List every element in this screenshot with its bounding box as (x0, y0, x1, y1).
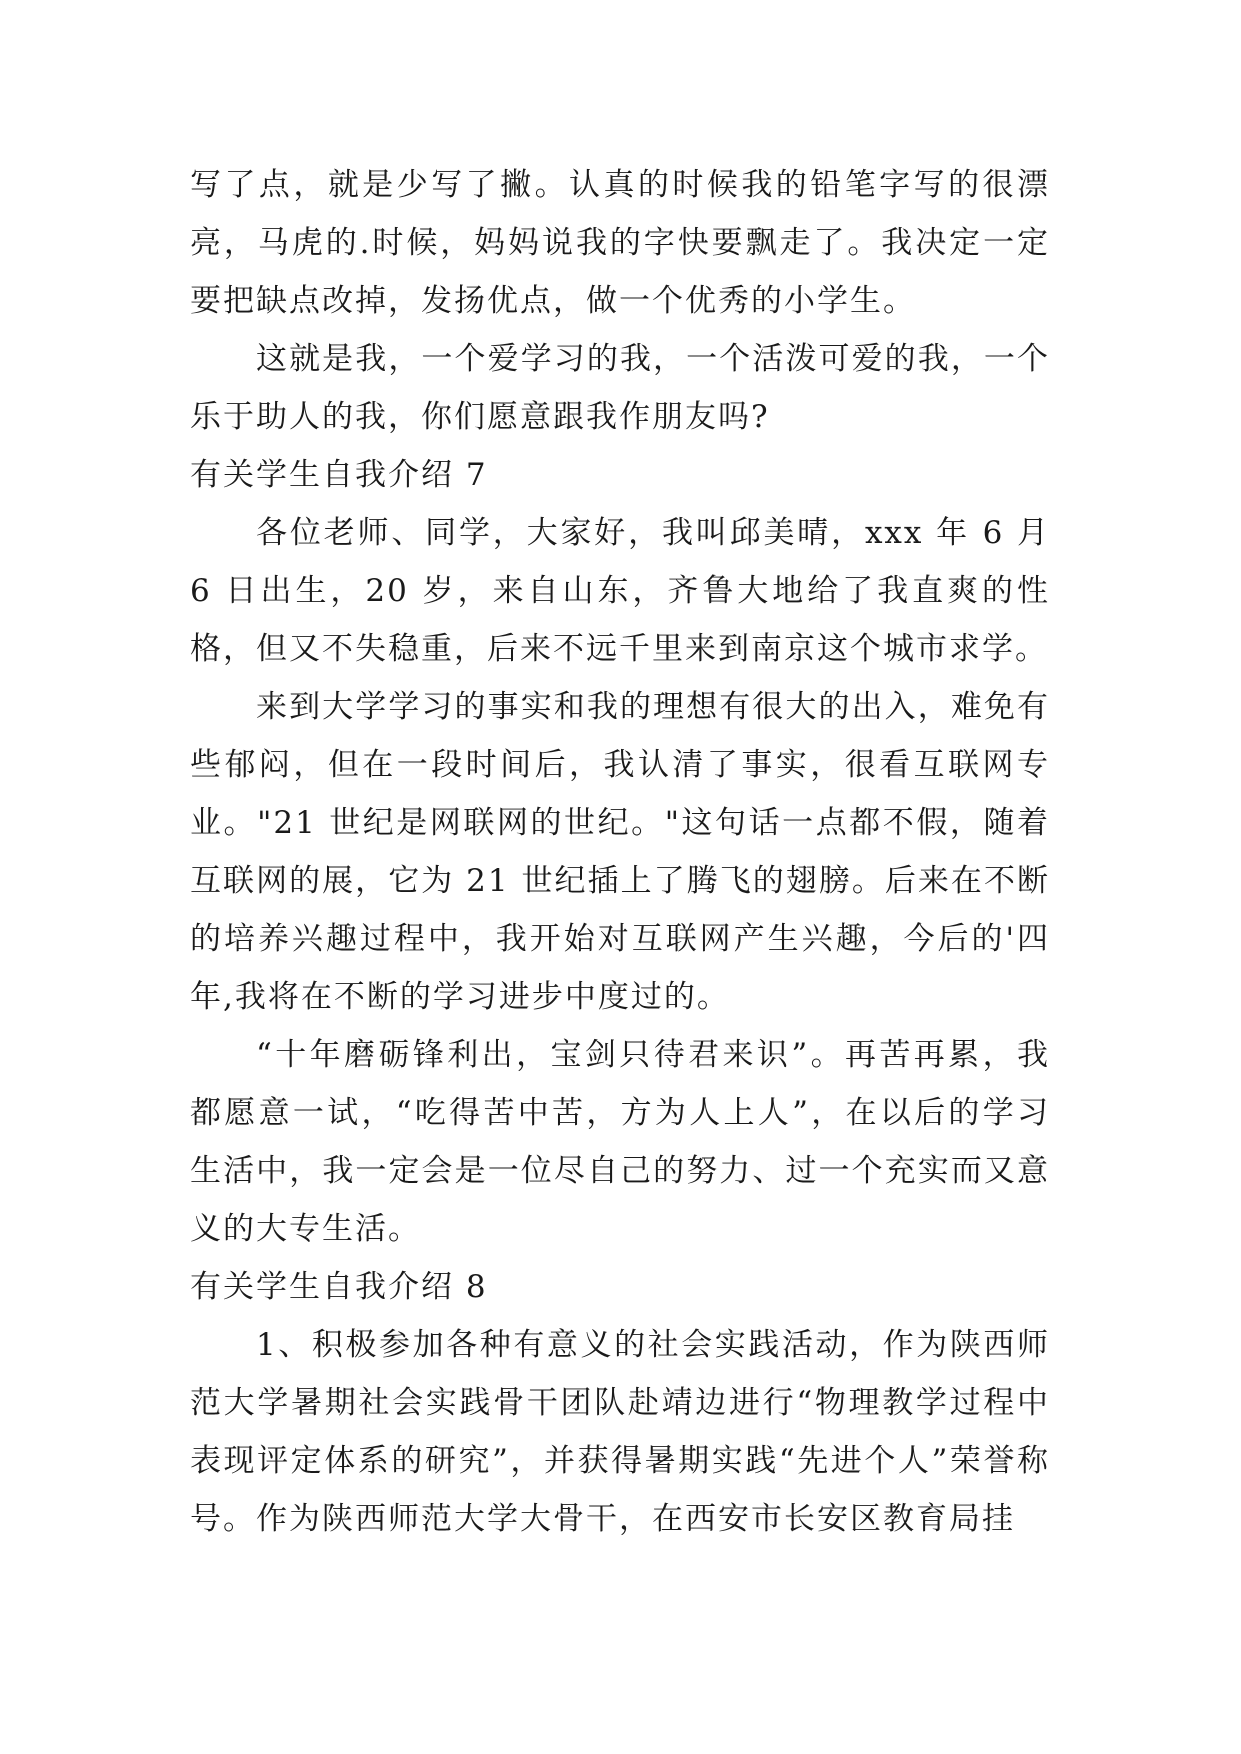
paragraph-closing: 这就是我，一个爱学习的我，一个活泼可爱的我，一个乐于助人的我，你们愿意跟我作朋友吗? (190, 341, 1050, 435)
paragraph-continuation: 写了点，就是少写了撇。认真的时候我的铅笔字写的很漂亮，马虎的.时候，妈妈说我的字快要飘走了。我决定一定要把缺点改掉，发扬优点，做一个优秀的小学生。 (190, 167, 1050, 319)
section-heading-7: 有关学生自我介绍 7 (190, 457, 488, 493)
section-heading-8: 有关学生自我介绍 8 (190, 1269, 488, 1305)
document-body (190, 156, 1050, 1548)
paragraph-university: 来到大学学习的事实和我的理想有很大的出入，难免有些郁闷，但在一段时间后，我认清了事实，很看互联网专业。"21 世纪是网联网的世纪。"这句话一点都不假，随着互联网的展，它为 21 世纪插上了腾飞的翅膀。后来在不断的培养兴趣过程中，我开始对互联网产生兴趣，今后的'四年,我将在不断的学习进步中度过的。 (190, 689, 1050, 1015)
paragraph-intro: 各位老师、同学，大家好，我叫邱美晴，xxx 年 6 月 6 日出生，20 岁，来自山东，齐鲁大地给了我直爽的性格，但又不失稳重，后来不远千里来到南京这个城市求学。 (190, 515, 1050, 667)
paragraph-practice: 1、积极参加各种有意义的社会实践活动，作为陕西师范大学暑期社会实践骨干团队赴靖边进行“物理教学过程中表现评定体系的研究”，并获得暑期实践“先进个人”荣誉称号。作为陕西师范大学大骨干，在西安市长安区教育局挂 (190, 1327, 1050, 1537)
paragraph-motto: “十年磨砺锋利出，宝剑只待君来识”。再苦再累，我都愿意一试，“吃得苦中苦，方为人上人”，在以后的学习生活中，我一定会是一位尽自己的努力、过一个充实而又意义的大专生活。 (190, 1037, 1050, 1247)
